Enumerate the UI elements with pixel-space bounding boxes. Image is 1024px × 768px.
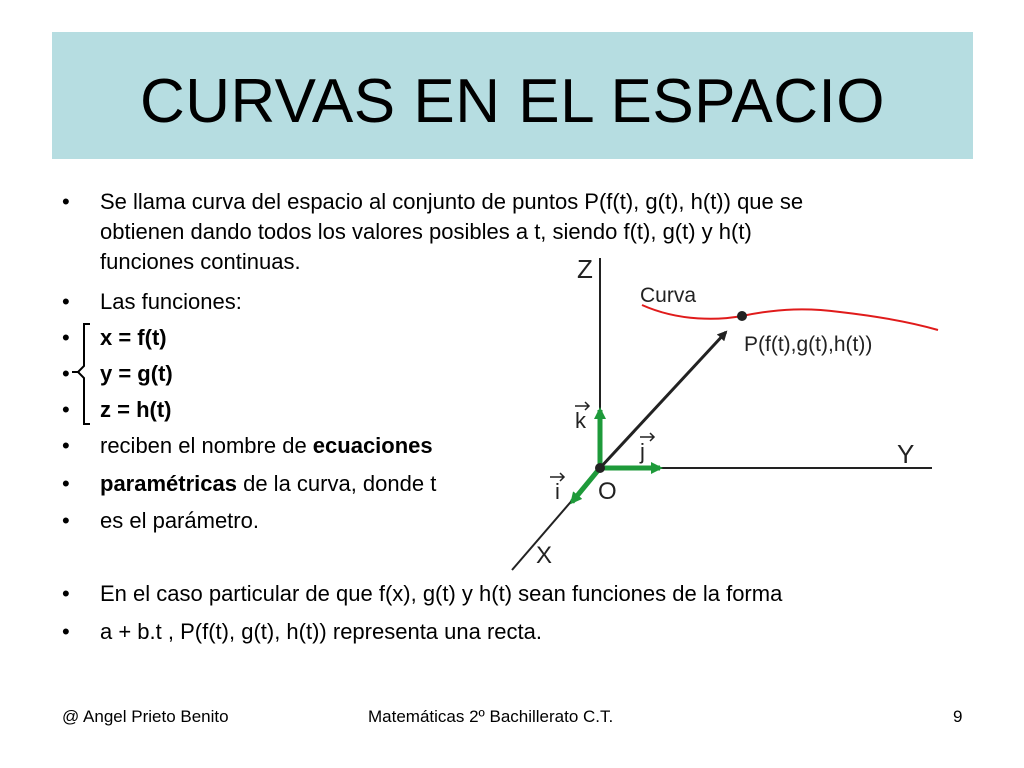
point-label: P(f(t),g(t),h(t)) [744, 333, 873, 356]
bullet-dot: • [62, 508, 70, 533]
bullet-text: x = f(t) [100, 325, 167, 350]
bullet-text [100, 431, 433, 461]
bullet-dot: • [62, 397, 70, 422]
space-curve-diagram [480, 250, 970, 585]
origin-label: O [598, 478, 617, 505]
bullet-text: Las funciones: [100, 289, 242, 314]
bullet-line: obtienen dando todos los valores posibles a t, siendo f(t), g(t) y h(t) [100, 219, 752, 244]
i-label: i [555, 479, 560, 504]
bullet-line: Se llama curva del espacio al conjunto de puntos P(f(t), g(t), h(t)) que se [100, 189, 804, 214]
bullet-text: y = g(t) [100, 361, 173, 386]
bullet-text-plain: reciben el nombre de [100, 433, 313, 458]
bullet-dot: • [62, 619, 70, 644]
bullet-text: z = h(t) [100, 397, 172, 422]
bullet-dot: • [62, 471, 70, 496]
curve-line [642, 305, 938, 330]
footer-course: Matemáticas 2º Bachillerato C.T. [368, 707, 614, 726]
bullet-text-bold: paramétricas [100, 471, 237, 496]
bullet-text [100, 469, 436, 499]
bullet-line: funciones continuas. [100, 249, 301, 274]
slide-title: CURVAS EN EL ESPACIO [139, 67, 886, 136]
bullet-dot: • [62, 325, 70, 350]
footer-author: @ Angel Prieto Benito [62, 707, 229, 726]
position-vector [600, 332, 726, 468]
j-label: j [640, 439, 645, 464]
x-axis-label: X [536, 542, 553, 569]
y-axis-label: Y [897, 439, 915, 469]
unit-vector-i [572, 468, 600, 502]
bullet-text: es el parámetro. [100, 508, 259, 533]
z-axis-label: Z [577, 254, 593, 284]
bullet-text: a + b.t , P(f(t), g(t), h(t)) representa una recta. [100, 619, 542, 644]
bullet-dot: • [62, 361, 70, 386]
origin-point [595, 463, 605, 473]
k-label: k [575, 408, 586, 433]
equations-brace [70, 320, 100, 430]
curve-label: Curva [640, 284, 697, 307]
footer-page-number: 9 [953, 707, 963, 726]
bullet-dot: • [62, 581, 70, 606]
point-p [737, 311, 747, 321]
title-band [52, 32, 973, 159]
bullet-dot: • [62, 433, 70, 458]
bullet-text-plain: de la curva, donde t [236, 471, 437, 496]
bullet-dot: • [62, 289, 70, 314]
bullet-text: En el caso particular de que f(x), g(t) y h(t) sean funciones de la forma [100, 581, 783, 606]
bullet-text-bold: ecuaciones [312, 433, 433, 458]
bullet-dot: • [62, 189, 70, 214]
